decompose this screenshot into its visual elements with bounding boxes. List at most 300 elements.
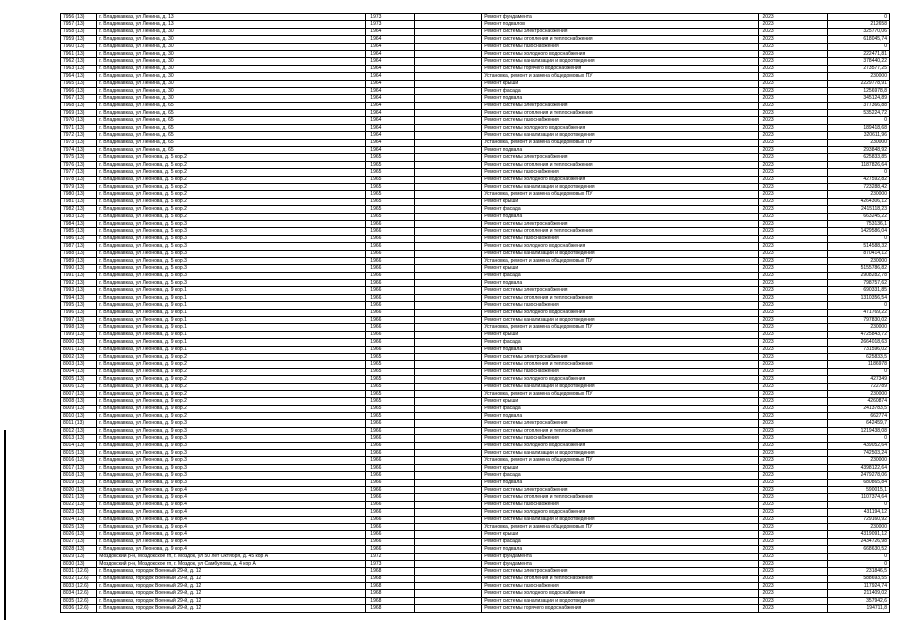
table-row	[61, 65, 890, 72]
cell-cost: 663245,22	[827, 213, 889, 220]
cell-work-type: Ремонт подвала	[482, 213, 758, 220]
cell-build-year: 1965	[366, 191, 415, 198]
cell-empty	[414, 331, 481, 338]
cell-empty	[414, 73, 481, 80]
cell-empty	[414, 243, 481, 250]
table-row	[61, 21, 890, 28]
cell-work-type: Ремонт системы газоснабжения	[482, 368, 758, 375]
cell-plan-year: 2023	[758, 361, 827, 368]
cell-work-type: Установка, ремонт и замена общедомовых ПУ	[482, 523, 758, 530]
cell-work-type: Ремонт системы отопления и теплоснабжения	[482, 575, 758, 582]
cell-address: г. Владикавказ, ул Леонова, д. 9 кор.1	[97, 309, 366, 316]
cell-address: г. Владикавказ, ул Леонова, д. 9 кор.4	[97, 546, 366, 553]
table-row	[61, 427, 890, 434]
cell-build-year: 1964	[366, 117, 415, 124]
repair-plan-table	[60, 13, 890, 613]
cell-cost: 230000	[827, 257, 889, 264]
cell-cost: 230000	[827, 73, 889, 80]
cell-record-id: 8005 (13)	[61, 376, 97, 383]
cell-empty	[414, 21, 481, 28]
cell-cost: 431194,12	[827, 509, 889, 516]
cell-plan-year: 2023	[758, 257, 827, 264]
cell-empty	[414, 479, 481, 486]
cell-cost: 0	[827, 302, 889, 309]
cell-record-id: 7977 (13)	[61, 169, 97, 176]
cell-address: Моздокский р-н, Моздокское гп, г. Моздок, ул Самбулова, д. 4 кор А	[97, 560, 366, 567]
cell-record-id: 8033 (12.6)	[61, 583, 97, 590]
cell-plan-year: 2023	[758, 58, 827, 65]
cell-empty	[414, 272, 481, 279]
cell-build-year: 1966	[366, 435, 415, 442]
cell-build-year: 1966	[366, 450, 415, 457]
table-body	[61, 14, 890, 613]
cell-plan-year: 2023	[758, 405, 827, 412]
cell-address: г. Владикавказ, ул Леонова, д. 9 кор.4	[97, 516, 366, 523]
table-row	[61, 368, 890, 375]
cell-cost: 325770,06	[827, 28, 889, 35]
cell-address: г. Владикавказ, ул Леонова, д. 9 кор.2	[97, 383, 366, 390]
cell-address: г. Владикавказ, ул Ленина, д. 65	[97, 124, 366, 131]
cell-plan-year: 2023	[758, 450, 827, 457]
cell-record-id: 7956 (13)	[61, 14, 97, 21]
cell-empty	[414, 294, 481, 301]
cell-empty	[414, 605, 481, 612]
cell-cost: 662774	[827, 413, 889, 420]
table-row	[61, 154, 890, 161]
cell-work-type: Ремонт фасада	[482, 87, 758, 94]
cell-address: г. Владикавказ, ул Ленина, д. 65	[97, 102, 366, 109]
cell-work-type: Ремонт системы холодного водоснабжения	[482, 176, 758, 183]
cell-address: г. Владикавказ, ул Леонова, д. 9 кор.2	[97, 390, 366, 397]
cell-build-year: 1966	[366, 420, 415, 427]
cell-work-type: Ремонт фасада	[482, 272, 758, 279]
cell-plan-year: 2023	[758, 413, 827, 420]
cell-address: г. Владикавказ, ул Ленина, д. 30	[97, 36, 366, 43]
cell-empty	[414, 117, 481, 124]
cell-empty	[414, 228, 481, 235]
cell-build-year: 1964	[366, 50, 415, 57]
cell-plan-year: 2023	[758, 368, 827, 375]
cell-record-id: 8003 (13)	[61, 361, 97, 368]
cell-record-id: 7982 (13)	[61, 206, 97, 213]
cell-record-id: 8013 (13)	[61, 435, 97, 442]
cell-cost: 2479278,06	[827, 472, 889, 479]
cell-address: г. Владикавказ, ул Леонова, д. 5 кор.3	[97, 235, 366, 242]
cell-empty	[414, 250, 481, 257]
cell-build-year: 1968	[366, 597, 415, 604]
cell-empty	[414, 590, 481, 597]
cell-cost: 2415118,23	[827, 206, 889, 213]
cell-record-id: 8001 (13)	[61, 346, 97, 353]
cell-record-id: 8000 (13)	[61, 339, 97, 346]
cell-plan-year: 2023	[758, 583, 827, 590]
cell-address: Моздокский р-н, Моздокское гп, г. Моздок, ул 50 лет Октября, д. 45 кор А	[97, 553, 366, 560]
cell-work-type: Ремонт системы отопления и теплоснабжения	[482, 361, 758, 368]
cell-address: г. Владикавказ, ул Леонова, д. 9 кор.3	[97, 420, 366, 427]
table-row	[61, 110, 890, 117]
cell-empty	[414, 36, 481, 43]
cell-cost: 1256978,8	[827, 87, 889, 94]
cell-record-id: 7965 (13)	[61, 80, 97, 87]
cell-build-year: 1966	[366, 287, 415, 294]
cell-cost: 471769,22	[827, 309, 889, 316]
cell-record-id: 8021 (13)	[61, 494, 97, 501]
table-row	[61, 398, 890, 405]
cell-cost: 590015,1	[827, 487, 889, 494]
cell-cost: 117924,74	[827, 583, 889, 590]
cell-build-year: 1966	[366, 309, 415, 316]
cell-cost: 514588,32	[827, 243, 889, 250]
cell-build-year: 1964	[366, 65, 415, 72]
table-row	[61, 553, 890, 560]
cell-cost: 5155786,82	[827, 265, 889, 272]
cell-cost: 345124,89	[827, 95, 889, 102]
cell-empty	[414, 376, 481, 383]
cell-record-id: 8006 (13)	[61, 383, 97, 390]
cell-build-year: 1965	[366, 413, 415, 420]
cell-work-type: Ремонт системы газоснабжения	[482, 117, 758, 124]
cell-cost: 1187826,64	[827, 161, 889, 168]
cell-work-type: Ремонт системы канализации и водоотведения	[482, 317, 758, 324]
cell-empty	[414, 302, 481, 309]
cell-build-year: 1968	[366, 575, 415, 582]
cell-plan-year: 2023	[758, 531, 827, 538]
table-row	[61, 50, 890, 57]
cell-empty	[414, 139, 481, 146]
cell-work-type: Ремонт системы канализации и водоотведения	[482, 250, 758, 257]
cell-empty	[414, 472, 481, 479]
cell-empty	[414, 65, 481, 72]
cell-address: г. Владикавказ, ул Ленина, д. 30	[97, 65, 366, 72]
cell-plan-year: 2023	[758, 376, 827, 383]
cell-build-year: 1965	[366, 213, 415, 220]
cell-plan-year: 2023	[758, 124, 827, 131]
cell-plan-year: 2023	[758, 546, 827, 553]
cell-address: г. Владикавказ, городок Военный 29-й, д. 12	[97, 590, 366, 597]
table-row	[61, 287, 890, 294]
cell-cost: 222471,81	[827, 50, 889, 57]
cell-work-type: Ремонт фасада	[482, 405, 758, 412]
cell-work-type: Ремонт системы отопления и теплоснабжения	[482, 427, 758, 434]
cell-cost: 212658	[827, 21, 889, 28]
cell-empty	[414, 154, 481, 161]
table-row	[61, 309, 890, 316]
cell-cost: 588693,55	[827, 575, 889, 582]
cell-cost: 230000	[827, 523, 889, 530]
cell-address: г. Владикавказ, ул Леонова, д. 5 кор.3	[97, 243, 366, 250]
cell-address: г. Владикавказ, ул Леонова, д. 9 кор.1	[97, 331, 366, 338]
cell-build-year: 1966	[366, 243, 415, 250]
table-row	[61, 538, 890, 545]
cell-record-id: 7959 (13)	[61, 36, 97, 43]
cell-plan-year: 2023	[758, 442, 827, 449]
cell-cost: 293848,92	[827, 147, 889, 154]
cell-record-id: 8004 (13)	[61, 368, 97, 375]
table-row	[61, 509, 890, 516]
cell-empty	[414, 435, 481, 442]
cell-cost: 230000	[827, 390, 889, 397]
cell-build-year: 1966	[366, 265, 415, 272]
cell-address: г. Владикавказ, ул Леонова, д. 5 кор.3	[97, 280, 366, 287]
cell-plan-year: 2023	[758, 228, 827, 235]
table-row	[61, 457, 890, 464]
cell-cost: 0	[827, 501, 889, 508]
cell-address: г. Владикавказ, ул Леонова, д. 9 кор.1	[97, 339, 366, 346]
cell-plan-year: 2023	[758, 331, 827, 338]
cell-work-type: Ремонт подвала	[482, 147, 758, 154]
cell-plan-year: 2023	[758, 95, 827, 102]
cell-build-year: 1965	[366, 361, 415, 368]
cell-work-type: Ремонт крыши	[482, 331, 758, 338]
cell-work-type: Ремонт системы газоснабжения	[482, 583, 758, 590]
cell-address: г. Владикавказ, ул Леонова, д. 5 кор.2	[97, 176, 366, 183]
cell-build-year: 1968	[366, 583, 415, 590]
cell-work-type: Ремонт системы отопления и теплоснабжения	[482, 36, 758, 43]
cell-build-year: 1966	[366, 250, 415, 257]
cell-work-type: Ремонт системы газоснабжения	[482, 302, 758, 309]
cell-cost: 4725843,72	[827, 331, 889, 338]
cell-cost: 731596,02	[827, 346, 889, 353]
cell-build-year: 1964	[366, 139, 415, 146]
table-row	[61, 494, 890, 501]
table-row	[61, 176, 890, 183]
cell-build-year: 1966	[366, 427, 415, 434]
cell-empty	[414, 583, 481, 590]
cell-empty	[414, 523, 481, 530]
cell-work-type: Ремонт системы отопления и теплоснабжения	[482, 161, 758, 168]
cell-address: г. Владикавказ, ул Ленина, д. 30	[97, 58, 366, 65]
cell-address: г. Владикавказ, ул Ленина, д. 30	[97, 87, 366, 94]
cell-cost: 273577,25	[827, 65, 889, 72]
cell-work-type: Ремонт системы электроснабжения	[482, 487, 758, 494]
cell-plan-year: 2023	[758, 132, 827, 139]
table-row	[61, 147, 890, 154]
cell-build-year: 1973	[366, 21, 415, 28]
cell-record-id: 8014 (13)	[61, 442, 97, 449]
cell-address: г. Владикавказ, ул Леонова, д. 9 кор.2	[97, 361, 366, 368]
cell-address: г. Владикавказ, ул Леонова, д. 9 кор.4	[97, 531, 366, 538]
cell-cost: 1186978	[827, 361, 889, 368]
cell-work-type: Ремонт системы отопления и теплоснабжения	[482, 294, 758, 301]
cell-empty	[414, 546, 481, 553]
cell-address: г. Владикавказ, ул Леонова, д. 9 кор.2	[97, 413, 366, 420]
cell-cost: 870414,12	[827, 250, 889, 257]
cell-plan-year: 2023	[758, 139, 827, 146]
cell-record-id: 7964 (13)	[61, 73, 97, 80]
cell-record-id: 8029 (13)	[61, 553, 97, 560]
cell-plan-year: 2023	[758, 191, 827, 198]
cell-cost: 668630,52	[827, 546, 889, 553]
cell-cost: 0	[827, 560, 889, 567]
table-row	[61, 265, 890, 272]
cell-address: г. Владикавказ, ул Ленина, д. 30	[97, 50, 366, 57]
cell-work-type: Ремонт системы электроснабжения	[482, 353, 758, 360]
cell-work-type: Ремонт крыши	[482, 464, 758, 471]
cell-work-type: Ремонт системы канализации и водоотведения	[482, 597, 758, 604]
cell-cost: 377366,88	[827, 102, 889, 109]
cell-build-year: 1966	[366, 272, 415, 279]
cell-build-year: 1966	[366, 228, 415, 235]
cell-record-id: 8024 (13)	[61, 516, 97, 523]
cell-plan-year: 2023	[758, 353, 827, 360]
cell-address: г. Владикавказ, ул Леонова, д. 5 кор.2	[97, 198, 366, 205]
cell-plan-year: 2023	[758, 265, 827, 272]
cell-build-year: 1964	[366, 58, 415, 65]
cell-address: г. Владикавказ, ул Леонова, д. 5 кор.2	[97, 183, 366, 190]
cell-work-type: Установка, ремонт и замена общедомовых ПУ	[482, 390, 758, 397]
cell-record-id: 8025 (13)	[61, 523, 97, 530]
cell-plan-year: 2023	[758, 294, 827, 301]
cell-build-year: 1965	[366, 161, 415, 168]
cell-empty	[414, 287, 481, 294]
table-row	[61, 516, 890, 523]
cell-cost: 535224,72	[827, 110, 889, 117]
cell-cost: 320611,96	[827, 132, 889, 139]
cell-build-year: 1966	[366, 302, 415, 309]
cell-record-id: 8028 (13)	[61, 546, 97, 553]
cell-record-id: 7989 (13)	[61, 257, 97, 264]
cell-cost: 0	[827, 14, 889, 21]
table-row	[61, 523, 890, 530]
cell-build-year: 1964	[366, 80, 415, 87]
table-row	[61, 331, 890, 338]
table-row	[61, 28, 890, 35]
cell-address: г. Владикавказ, ул Ленина, д. 30	[97, 43, 366, 50]
cell-plan-year: 2023	[758, 538, 827, 545]
table-row	[61, 450, 890, 457]
cell-empty	[414, 575, 481, 582]
cell-record-id: 7984 (13)	[61, 220, 97, 227]
table-row	[61, 472, 890, 479]
cell-address: г. Владикавказ, ул Леонова, д. 5 кор.3	[97, 250, 366, 257]
cell-record-id: 7997 (13)	[61, 317, 97, 324]
cell-work-type: Ремонт системы электроснабжения	[482, 28, 758, 35]
cell-cost: 231846,5	[827, 568, 889, 575]
cell-build-year: 1964	[366, 124, 415, 131]
cell-work-type: Ремонт системы отопления и теплоснабжения	[482, 228, 758, 235]
table-row	[61, 361, 890, 368]
cell-build-year: 1964	[366, 73, 415, 80]
cell-empty	[414, 501, 481, 508]
cell-cost: 4319091,12	[827, 531, 889, 538]
cell-empty	[414, 147, 481, 154]
cell-empty	[414, 450, 481, 457]
table-row	[61, 546, 890, 553]
cell-record-id: 7990 (13)	[61, 265, 97, 272]
cell-work-type: Ремонт системы электроснабжения	[482, 102, 758, 109]
cell-plan-year: 2023	[758, 420, 827, 427]
cell-work-type: Ремонт подвала	[482, 95, 758, 102]
table-row	[61, 14, 890, 21]
cell-empty	[414, 494, 481, 501]
cell-build-year: 1964	[366, 102, 415, 109]
table-row	[61, 317, 890, 324]
cell-record-id: 7974 (13)	[61, 147, 97, 154]
cell-work-type: Ремонт подвала	[482, 479, 758, 486]
cell-cost: 742503,24	[827, 450, 889, 457]
cell-work-type: Ремонт системы холодного водоснабжения	[482, 590, 758, 597]
cell-address: г. Владикавказ, городок Военный 29-й, д. 12	[97, 583, 366, 590]
cell-work-type: Ремонт фасада	[482, 472, 758, 479]
table-row	[61, 36, 890, 43]
cell-build-year: 1966	[366, 442, 415, 449]
table-row	[61, 58, 890, 65]
cell-cost: 625833,5	[827, 353, 889, 360]
cell-record-id: 8007 (13)	[61, 390, 97, 397]
cell-plan-year: 2023	[758, 198, 827, 205]
cell-empty	[414, 427, 481, 434]
cell-record-id: 7958 (13)	[61, 28, 97, 35]
cell-work-type: Ремонт системы газоснабжения	[482, 435, 758, 442]
cell-address: г. Владикавказ, ул Леонова, д. 5 кор.2	[97, 154, 366, 161]
cell-empty	[414, 161, 481, 168]
cell-record-id: 7995 (13)	[61, 302, 97, 309]
cell-plan-year: 2023	[758, 73, 827, 80]
table-row	[61, 243, 890, 250]
cell-work-type: Ремонт системы отопления и теплоснабжения	[482, 494, 758, 501]
cell-plan-year: 2023	[758, 302, 827, 309]
cell-empty	[414, 183, 481, 190]
cell-record-id: 7968 (13)	[61, 102, 97, 109]
cell-build-year: 1966	[366, 294, 415, 301]
cell-plan-year: 2023	[758, 516, 827, 523]
cell-cost: 680865,84	[827, 479, 889, 486]
table-row	[61, 95, 890, 102]
cell-plan-year: 2023	[758, 339, 827, 346]
cell-work-type: Ремонт системы канализации и водоотведения	[482, 516, 758, 523]
cell-build-year: 1965	[366, 183, 415, 190]
table-row	[61, 302, 890, 309]
table-row	[61, 80, 890, 87]
cell-plan-year: 2023	[758, 464, 827, 471]
cell-work-type: Ремонт фасада	[482, 206, 758, 213]
table-row	[61, 575, 890, 582]
table-row	[61, 250, 890, 257]
cell-work-type: Ремонт системы электроснабжения	[482, 220, 758, 227]
cell-record-id: 7996 (13)	[61, 309, 97, 316]
cell-cost: 2413783,5	[827, 405, 889, 412]
cell-address: г. Владикавказ, ул Леонова, д. 5 кор.3	[97, 272, 366, 279]
cell-build-year: 1966	[366, 538, 415, 545]
cell-cost: 798757,62	[827, 280, 889, 287]
cell-plan-year: 2023	[758, 575, 827, 582]
cell-address: г. Владикавказ, ул Ленина, д. 65	[97, 110, 366, 117]
cell-empty	[414, 413, 481, 420]
cell-work-type: Ремонт подвалов	[482, 21, 758, 28]
cell-plan-year: 2023	[758, 427, 827, 434]
cell-empty	[414, 176, 481, 183]
cell-empty	[414, 531, 481, 538]
cell-build-year: 1965	[366, 353, 415, 360]
cell-cost: 230000	[827, 324, 889, 331]
cell-address: г. Владикавказ, ул Леонова, д. 9 кор.3	[97, 457, 366, 464]
cell-build-year: 1965	[366, 154, 415, 161]
cell-empty	[414, 132, 481, 139]
cell-cost: 690331,85	[827, 287, 889, 294]
cell-address: г. Владикавказ, ул Леонова, д. 9 кор.3	[97, 464, 366, 471]
cell-record-id: 7975 (13)	[61, 154, 97, 161]
cell-work-type: Установка, ремонт и замена общедомовых ПУ	[482, 191, 758, 198]
cell-work-type: Ремонт системы канализации и водоотведения	[482, 383, 758, 390]
cell-empty	[414, 43, 481, 50]
cell-record-id: 7961 (13)	[61, 50, 97, 57]
cell-build-year: 1966	[366, 509, 415, 516]
cell-address: г. Владикавказ, ул Леонова, д. 5 кор.2	[97, 206, 366, 213]
cell-build-year: 1965	[366, 405, 415, 412]
cell-empty	[414, 317, 481, 324]
cell-cost: 194711,8	[827, 605, 889, 612]
cell-record-id: 8010 (13)	[61, 413, 97, 420]
